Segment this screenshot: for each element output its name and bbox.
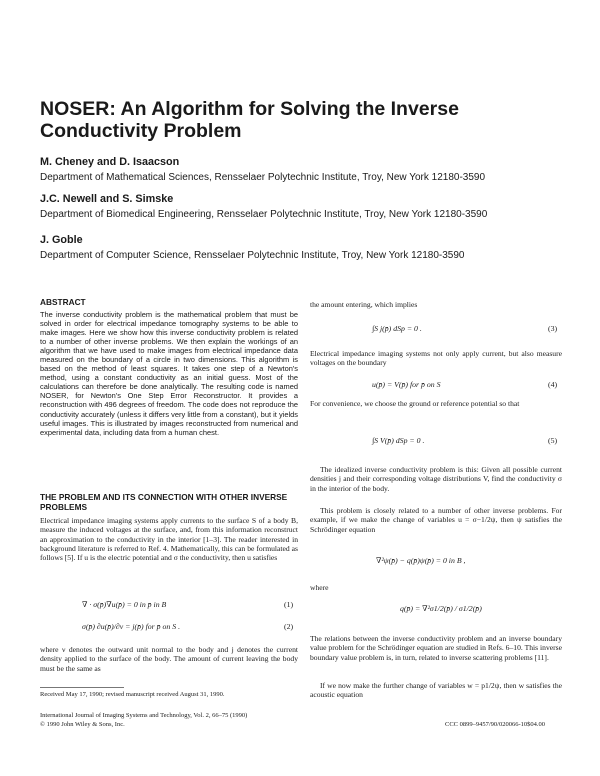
equation-5-number: (5) <box>548 436 558 445</box>
paper-title: NOSER: An Algorithm for Solving the Inverse Conductivity Problem <box>40 98 459 142</box>
section-para-1: Electrical impedance imaging systems apply currents to the surface S of a body B, measure the induced voltages at the surface, and, from this information reconstruct an approximation to the conductivity in the interior [1–3]. The reader interested in background literature is referred to Ref. 4. Mathematically, this can be formulated as follows [5]. If u is the electric potential and σ the conductivity, then u satisfies <box>40 516 298 563</box>
copyright: © 1990 John Wiley & Sons, Inc. <box>40 721 125 728</box>
equation-1-number: (1) <box>284 600 294 609</box>
journal-citation: International Journal of Imaging Systems and Technology, Vol. 2, 66–75 (1990) <box>40 712 248 719</box>
footnote-rule <box>40 687 124 688</box>
equation-4: u(p̄) = V(p̄) for p̄ on S <box>372 380 441 389</box>
right-intro: the amount entering, which implies <box>310 300 418 309</box>
author-names-2: J.C. Newell and S. Simske <box>40 193 174 205</box>
equation-2: σ(p̄) ∂u(p̄)/∂ν = j(p̄) for p̄ on S . <box>82 622 181 631</box>
equation-4-number: (4) <box>548 380 558 389</box>
abstract-heading: ABSTRACT <box>40 297 86 307</box>
right-para-2: For convenience, we choose the ground or reference potential so that <box>310 399 520 408</box>
equation-6: ∇²ψ(p̄) − q(p̄)ψ(p̄) = 0 in B , <box>376 556 466 565</box>
section-heading: THE PROBLEM AND ITS CONNECTION WITH OTHER INVERSE PROBLEMS <box>40 492 288 513</box>
footnote-received: Received May 17, 1990; revised manuscript received August 31, 1990. <box>40 691 225 698</box>
right-para-1: Electrical impedance imaging systems not only apply current, but also measure voltages on the boundary <box>310 349 562 368</box>
section-para-2: where ν denotes the outward unit normal to the body and j denotes the current density applied to the surface of the body. The amount of current leaving the body must be the same as <box>40 645 298 673</box>
equation-7: q(p̄) = ∇²σ1/2(p̄) / σ1/2(p̄) <box>400 604 482 613</box>
right-para-6: If we now make the further change of variables w = p1/2ψ, then w satisfies the acoustic equation <box>310 681 562 700</box>
right-para-4: This problem is closely related to a number of other inverse problems. For example, if we make the change of variables u = σ−1/2ψ, then ψ satisfies the Schrödinger equation <box>310 506 562 534</box>
equation-1: ∇ · σ(p̄)∇u(p̄) = 0 in p̄ in B <box>82 600 167 609</box>
right-para-5: The relations between the inverse conductivity problem and an inverse boundary value problem for the Schrödinger equation are studied in Refs. 6–10. This inverse boundary value problem is, in turn, related to inverse scattering problems [11]. <box>310 634 562 662</box>
author-names-3: J. Goble <box>40 234 83 246</box>
author-dept-3: Department of Computer Science, Rensselaer Polytechnic Institute, Troy, New York 12180-3590 <box>40 250 465 261</box>
author-dept-2: Department of Biomedical Engineering, Rensselaer Polytechnic Institute, Troy, New York 12180-3590 <box>40 209 488 220</box>
equation-3-number: (3) <box>548 324 558 333</box>
abstract-text: The inverse conductivity problem is the mathematical problem that must be solved in order for electrical impedance tomography systems to be able to make images. Here we show how this inverse conductivity problem is related to a number of other inverse problems. We then explain the workings of an algorithm that we have used to make images from electrical impedance data measured on the boundary of a circle in two dimensions. This algorithm is based on the method of least squares. It takes one step of a Newton's method, using a constant conductivity as an initial guess. Most of the calculations can therefore be done analytically. The resulting code is named NOSER, for Newton's One Step Error Reconstructor. It provides a reconstruction with 496 degrees of freedom. The code does not reproduce the conductivity accurately (unless it differs very little from a constant), but it yields useful images. This is illustrated by images reconstructed from numerical and experimental data, including data from a human chest. <box>40 310 298 437</box>
equation-2-number: (2) <box>284 622 294 631</box>
ccc-code: CCC 0899–9457/90/020066-10$04.00 <box>445 721 546 728</box>
author-names-1: M. Cheney and D. Isaacson <box>40 156 180 168</box>
equation-5: ∫S V(p̄) dSp = 0 . <box>372 436 425 445</box>
right-para-3: The idealized inverse conductivity problem is this: Given all possible current densities j and their corresponding voltage distributions V, find the conductivity σ in the interior of the body. <box>310 465 562 493</box>
where-label: where <box>310 583 329 592</box>
equation-3: ∫S j(p̄) dSp = 0 . <box>372 324 422 333</box>
author-dept-1: Department of Mathematical Sciences, Rensselaer Polytechnic Institute, Troy, New York 12180-3590 <box>40 172 486 183</box>
